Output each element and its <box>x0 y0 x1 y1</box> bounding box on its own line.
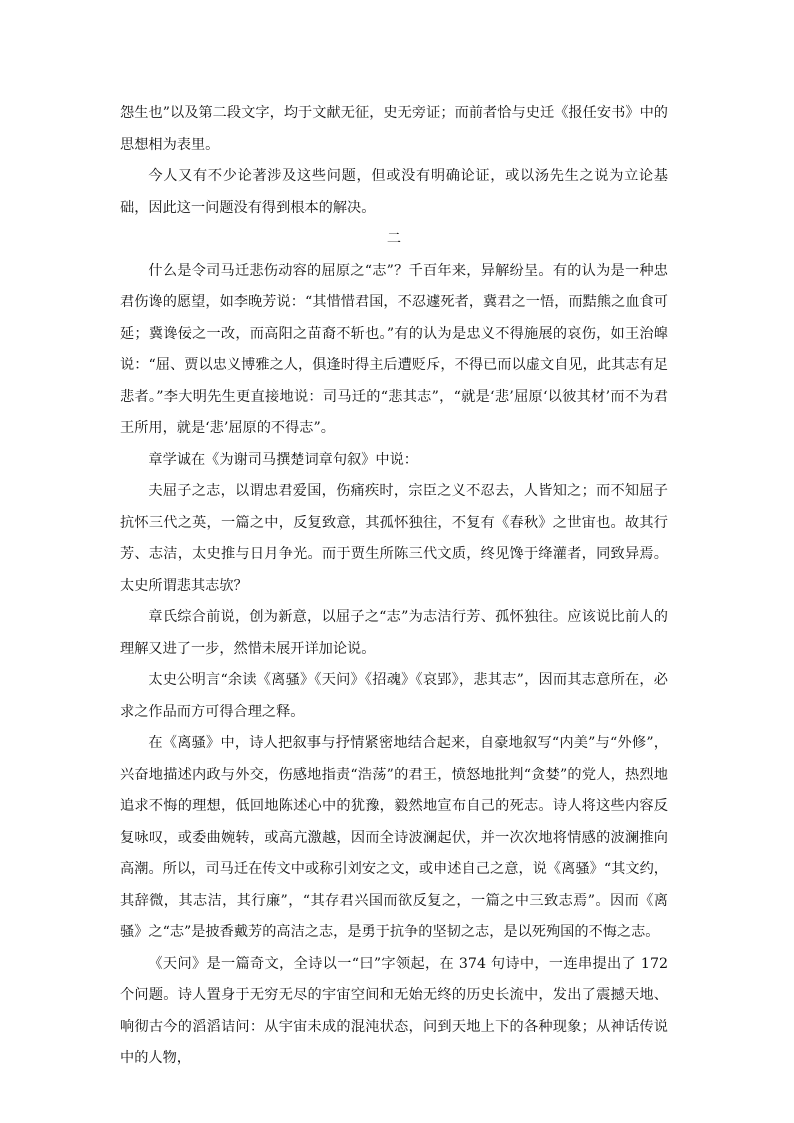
paragraph: 什么是令司马迁悲伤动容的屈原之“志”？千百年来，异解纷呈。有的认为是一种忠君伤谗的愿望，如李晚芳说：“其惜惜君国，不忍遽死者，冀君之一悟，而黠熊之血食可延；冀谗佞之一改，而高阳之苗裔不斩也。”有的认为是忠义不得施展的哀伤，如王治皡说：“屈、贾以忠义博雅之人，俱逢时得主后遭贬斥，不得已而以虚文自见，此其志有足悲者。”李大明先生更直接地说：司马迁的“悲其志”，“就是‘悲’屈原‘以彼其材’而不为君王所用，就是‘悲’屈原的不得志”。 <box>120 262 668 436</box>
block-quote: 夫屈子之志，以谓忠君爱国，伤痛疾时，宗臣之义不忍去，人皆知之；而不知屈子抗怀三代之英，一篇之中，反复致意，其孤怀独往，不复有《春秋》之世宙也。故其行芳、志洁，太史推与日月争光。而于贾生所陈三代文质，终见馋于绛灌者，同致异焉。太史所谓悲其志欤？ <box>120 483 668 594</box>
paragraph-continued: 怨生也”以及第二段文字，均于文献无征，史无旁证；而前者恰与史迁《报任安书》中的思想相为表里。 <box>120 105 668 153</box>
section-heading: 二 <box>386 231 402 247</box>
paragraph: 章氏综合前说，创为新意，以屈子之“志”为志洁行芳、孤怀独往。应该说比前人的理解又进了一步，然惜未展开详加论说。 <box>120 609 668 657</box>
paragraph: 章学诚在《为谢司马撰楚词章句叙》中说： <box>148 451 418 468</box>
paragraph: 今人又有不少论著涉及这些问题，但或没有明确论证，或以汤先生之说为立论基础，因此这一问题没有得到根本的解决。 <box>120 168 668 216</box>
paragraph: 太史公明言“余读《离骚》《天问》《招魂》《哀郢》，悲其志”，因而其志意所在，必求之作品而方可得合理之释。 <box>120 672 668 720</box>
paragraph: 《天问》是一篇奇文，全诗以一“曰”字领起，在 374 句诗中，一连串提出了 172 个问题。诗人置身于无穷无尽的宇宙空间和无始无终的历史长流中，发出了震撼天地、响彻古今的滔滔诘问：从宇宙未成的混沌状态，问到天地上下的各种现象；从神话传说中的人物， <box>120 955 668 1066</box>
paragraph: 在《离骚》中，诗人把叙事与抒情紧密地结合起来，自豪地叙写“内美”与“外修”，兴奋地描述内政与外交，伤感地指责“浩荡”的君王，愤怒地批判“贪婪”的党人，热烈地追求不悔的理想，低回地陈述心中的犹豫，毅然地宣布自己的死志。诗人将这些内容反复咏叹，或委曲婉转，或高亢激越，因而全诗波澜起伏，并一次次地将情感的波澜推向高潮。所以，司马迁在传文中或称引刘安之文，或申述自己之意，说《离骚》“其文约，其辞微，其志洁，其行廉”，“其存君兴国而欲反复之，一篇之中三致志焉”。因而《离骚》之“志”是披香戴芳的高洁之志，是勇于抗争的坚韧之志，是以死殉国的不悔之志。 <box>120 735 668 940</box>
body-text <box>120 98 668 1075</box>
